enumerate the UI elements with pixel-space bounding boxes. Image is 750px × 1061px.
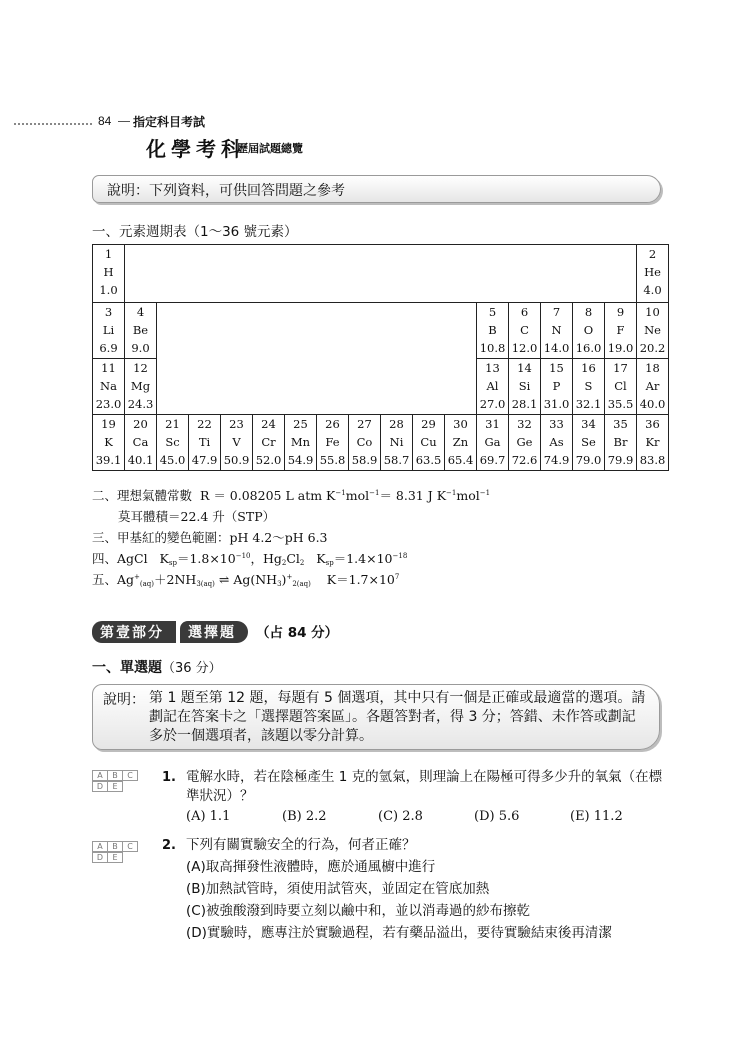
page-number: 84 bbox=[98, 114, 112, 128]
element-symbol: B bbox=[488, 323, 497, 337]
element-n bbox=[541, 303, 573, 359]
question-1-number: 1. bbox=[162, 770, 176, 785]
element-ar bbox=[637, 359, 669, 415]
element-ge bbox=[509, 415, 541, 471]
element-symbol: Mn bbox=[290, 435, 311, 449]
element-symbol: Kr bbox=[645, 435, 660, 449]
element-cl bbox=[605, 359, 637, 415]
element-h bbox=[93, 245, 125, 303]
periodic-table-title: 一、元素週期表（1～36 號元素） bbox=[92, 224, 298, 240]
element-symbol: Zn bbox=[452, 435, 469, 449]
element-li bbox=[93, 303, 125, 359]
element-mass: 58.7 bbox=[383, 453, 410, 467]
element-number: 14 bbox=[517, 361, 532, 375]
element-symbol: Ge bbox=[516, 435, 533, 449]
q1-option-e[interactable]: (E) 11.2 bbox=[570, 809, 623, 824]
element-zn bbox=[445, 415, 477, 471]
element-se bbox=[573, 415, 605, 471]
section-heading bbox=[92, 657, 222, 677]
element-f bbox=[605, 303, 637, 359]
element-symbol: Sc bbox=[165, 435, 180, 449]
element-mass: 63.5 bbox=[415, 453, 442, 467]
element-symbol: Ne bbox=[644, 323, 661, 337]
element-ga bbox=[477, 415, 509, 471]
element-he bbox=[637, 245, 669, 303]
element-symbol: Ca bbox=[132, 435, 149, 449]
element-number: 7 bbox=[552, 305, 561, 319]
element-mass: 4.0 bbox=[643, 283, 662, 297]
element-v bbox=[221, 415, 253, 471]
element-number: 2 bbox=[648, 247, 657, 261]
element-number: 32 bbox=[517, 417, 532, 431]
element-cr bbox=[253, 415, 285, 471]
constant-ksp: 四、AgCl $K_{sp}=1.8\times 10^{-10}$，$Hg_2Cl_2$ $K_{sp}=1.4\times 10^{-18}$ bbox=[92, 551, 408, 567]
constant-molar-volume: 莫耳體積＝22.4 升（STP） bbox=[118, 509, 276, 524]
element-symbol: Ga bbox=[484, 435, 501, 449]
element-number: 30 bbox=[453, 417, 468, 431]
element-mass: 16.0 bbox=[575, 341, 602, 355]
element-mass: 40.0 bbox=[639, 397, 666, 411]
element-number: 5 bbox=[488, 305, 497, 319]
element-mass: 32.1 bbox=[575, 397, 602, 411]
element-symbol: Na bbox=[100, 379, 117, 393]
reference-note-text: 說明：下列資料，可供回答問題之參考 bbox=[107, 183, 345, 199]
element-ca bbox=[125, 415, 157, 471]
element-mass: 10.8 bbox=[479, 341, 506, 355]
element-symbol: N bbox=[551, 323, 562, 337]
element-number: 13 bbox=[485, 361, 500, 375]
header-dotted-rule bbox=[14, 123, 92, 125]
element-number: 35 bbox=[613, 417, 628, 431]
element-si bbox=[509, 359, 541, 415]
element-mass: 52.0 bbox=[255, 453, 282, 467]
q1-option-a[interactable]: (A) 1.1 bbox=[186, 809, 231, 824]
element-b bbox=[477, 303, 509, 359]
element-number: 17 bbox=[613, 361, 628, 375]
element-mass: 47.9 bbox=[191, 453, 218, 467]
element-number: 18 bbox=[645, 361, 660, 375]
answer-bubbles-q2[interactable]: A B C D E bbox=[92, 841, 137, 863]
element-symbol: Cr bbox=[261, 435, 276, 449]
part-heading bbox=[92, 621, 338, 641]
element-sc bbox=[157, 415, 189, 471]
element-al bbox=[477, 359, 509, 415]
part-type: 選擇題 bbox=[180, 621, 248, 643]
element-number: 26 bbox=[325, 417, 340, 431]
element-mass: 19.0 bbox=[607, 341, 634, 355]
periodic-row-2 bbox=[93, 303, 669, 359]
constant-gas: 二、理想氣體常數 R ＝ 0.08205 L atm $K^{-1}mol^{-1}= 8.31$ J $K^{-1}mol^{-1}$ bbox=[92, 488, 491, 503]
element-symbol: He bbox=[644, 265, 661, 279]
q1-option-c[interactable]: (C) 2.8 bbox=[378, 809, 423, 824]
element-symbol: S bbox=[584, 379, 593, 393]
header-subtitle: 歷屆試題總覽 bbox=[237, 142, 303, 155]
element-symbol: C bbox=[520, 323, 529, 337]
element-mass: 72.6 bbox=[511, 453, 538, 467]
element-mass: 23.0 bbox=[95, 397, 122, 411]
element-number: 8 bbox=[584, 305, 593, 319]
element-mass: 31.0 bbox=[543, 397, 570, 411]
element-mass: 1.0 bbox=[99, 283, 118, 297]
element-mass: 54.9 bbox=[287, 453, 314, 467]
element-mass: 40.1 bbox=[127, 453, 154, 467]
element-k bbox=[93, 415, 125, 471]
element-symbol: Li bbox=[102, 323, 115, 337]
q1-option-d[interactable]: (D) 5.6 bbox=[474, 809, 520, 824]
element-symbol: Co bbox=[356, 435, 373, 449]
element-symbol: Ar bbox=[645, 379, 660, 393]
element-number: 12 bbox=[133, 361, 148, 375]
element-symbol: Br bbox=[613, 435, 628, 449]
element-symbol: K bbox=[104, 435, 113, 449]
element-fe bbox=[317, 415, 349, 471]
q2-option-b[interactable]: (B)加熱試管時，須使用試管夾，並固定在管底加熱 bbox=[186, 881, 490, 897]
part-points: （占 84 分） bbox=[256, 625, 339, 641]
element-number: 19 bbox=[101, 417, 116, 431]
element-mass: 55.8 bbox=[319, 453, 346, 467]
element-mass: 74.9 bbox=[543, 453, 570, 467]
element-number: 23 bbox=[229, 417, 244, 431]
answer-bubbles-q1[interactable]: A B C D E bbox=[92, 770, 137, 792]
question-2-text: 下列有關實驗安全的行為，何者正確？ bbox=[186, 837, 416, 853]
element-number: 33 bbox=[549, 417, 564, 431]
element-number: 3 bbox=[104, 305, 113, 319]
element-kr bbox=[637, 415, 669, 471]
element-mass: 39.1 bbox=[95, 453, 122, 467]
q1-option-b[interactable]: (B) 2.2 bbox=[282, 809, 327, 824]
element-mass: 35.5 bbox=[607, 397, 634, 411]
element-number: 9 bbox=[616, 305, 625, 319]
q2-option-a[interactable]: (A)取高揮發性液體時，應於通風櫥中進行 bbox=[186, 859, 436, 875]
element-mass: 24.3 bbox=[127, 397, 154, 411]
element-mass: 69.7 bbox=[479, 453, 506, 467]
constant-methyl-red: 三、甲基紅的變色範圍：pH 4.2～pH 6.3 bbox=[92, 530, 328, 545]
element-number: 29 bbox=[421, 417, 436, 431]
element-number: 20 bbox=[133, 417, 148, 431]
q2-option-d[interactable]: (D)實驗時，應專注於實驗過程，若有藥品溢出，要待實驗結束後再清潔 bbox=[186, 925, 612, 941]
instructions-text: 第 1 題至第 12 題，每題有 5 個選項，其中只有一個是正確或最適當的選項。請劃記在答案卡之「選擇題答案區」。各題答對者，得 3 分；答錯、未作答或劃記多於一個選項者，該題以零分計算。 bbox=[149, 690, 646, 744]
element-symbol: F bbox=[616, 323, 625, 337]
element-ni bbox=[381, 415, 413, 471]
periodic-row-4 bbox=[93, 415, 669, 471]
element-number: 1 bbox=[104, 247, 113, 261]
part-label: 第壹部分 bbox=[92, 621, 176, 643]
element-mass: 9.0 bbox=[131, 341, 150, 355]
periodic-table bbox=[92, 244, 669, 471]
header-series: 指定科目考試 bbox=[133, 115, 206, 129]
element-symbol: Be bbox=[132, 323, 149, 337]
element-ne bbox=[637, 303, 669, 359]
element-symbol: O bbox=[583, 323, 594, 337]
element-c bbox=[509, 303, 541, 359]
element-mass: 58.9 bbox=[351, 453, 378, 467]
element-s bbox=[573, 359, 605, 415]
element-symbol: Fe bbox=[325, 435, 340, 449]
element-o bbox=[573, 303, 605, 359]
element-number: 11 bbox=[101, 361, 116, 375]
element-symbol: V bbox=[232, 435, 241, 449]
element-symbol: Al bbox=[486, 379, 499, 393]
element-symbol: Se bbox=[581, 435, 596, 449]
element-ti bbox=[189, 415, 221, 471]
element-mass: 79.9 bbox=[607, 453, 634, 467]
element-mass: 27.0 bbox=[479, 397, 506, 411]
element-mass: 79.0 bbox=[575, 453, 602, 467]
element-mass: 65.4 bbox=[447, 453, 474, 467]
element-co bbox=[349, 415, 381, 471]
element-symbol: H bbox=[103, 265, 114, 279]
element-number: 27 bbox=[357, 417, 372, 431]
element-number: 15 bbox=[549, 361, 564, 375]
element-mass: 50.9 bbox=[223, 453, 250, 467]
element-number: 36 bbox=[645, 417, 660, 431]
element-symbol: P bbox=[552, 379, 561, 393]
element-number: 21 bbox=[165, 417, 180, 431]
header-dash bbox=[118, 121, 130, 122]
element-symbol: Si bbox=[518, 379, 531, 393]
element-number: 22 bbox=[197, 417, 212, 431]
element-as bbox=[541, 415, 573, 471]
element-number: 24 bbox=[261, 417, 276, 431]
element-mass: 20.2 bbox=[639, 341, 666, 355]
element-number: 4 bbox=[136, 305, 145, 319]
section-points: （36 分） bbox=[162, 661, 222, 676]
element-be bbox=[125, 303, 157, 359]
element-mass: 12.0 bbox=[511, 341, 538, 355]
section-title: 一、單選題 bbox=[92, 660, 162, 676]
element-symbol: Mg bbox=[130, 379, 151, 393]
element-mass: 45.0 bbox=[159, 453, 186, 467]
element-mass: 28.1 bbox=[511, 397, 538, 411]
element-mass: 6.9 bbox=[99, 341, 118, 355]
element-mass: 83.8 bbox=[639, 453, 666, 467]
element-number: 6 bbox=[520, 305, 529, 319]
element-symbol: Ti bbox=[198, 435, 211, 449]
element-number: 28 bbox=[389, 417, 404, 431]
periodic-row-1 bbox=[93, 245, 669, 303]
instructions-banner bbox=[92, 684, 660, 750]
element-symbol: Cu bbox=[420, 435, 437, 449]
question-1-text: 電解水時，若在陰極產生 1 克的氫氣，則理論上在陽極可得多少升的氧氣（在標準狀況）？ bbox=[186, 769, 663, 804]
element-number: 31 bbox=[485, 417, 500, 431]
element-symbol: Cl bbox=[614, 379, 627, 393]
element-mass: 14.0 bbox=[543, 341, 570, 355]
element-symbol: Ni bbox=[389, 435, 404, 449]
element-br bbox=[605, 415, 637, 471]
element-number: 16 bbox=[581, 361, 596, 375]
element-p bbox=[541, 359, 573, 415]
header-title: 化學考科 bbox=[146, 137, 246, 161]
instructions-label: 說明： bbox=[103, 692, 145, 708]
element-number: 10 bbox=[645, 305, 660, 319]
element-mg bbox=[125, 359, 157, 415]
question-2-number: 2. bbox=[162, 838, 176, 853]
q2-option-c[interactable]: (C)被強酸潑到時要立刻以鹼中和，並以消毒過的紗布擦乾 bbox=[186, 903, 530, 919]
reference-note-banner bbox=[92, 175, 661, 203]
element-number: 25 bbox=[293, 417, 308, 431]
constant-kf: 五、$Ag^+_{(aq)}+2NH_{3(aq)}$ ⇌ $Ag(NH_3)^+_{2(aq)}$ $K=1.7\times 10^7$ bbox=[92, 572, 400, 588]
element-mn bbox=[285, 415, 317, 471]
element-number: 34 bbox=[581, 417, 596, 431]
element-na bbox=[93, 359, 125, 415]
element-symbol: As bbox=[549, 435, 564, 449]
periodic-row-3 bbox=[93, 359, 669, 415]
element-cu bbox=[413, 415, 445, 471]
